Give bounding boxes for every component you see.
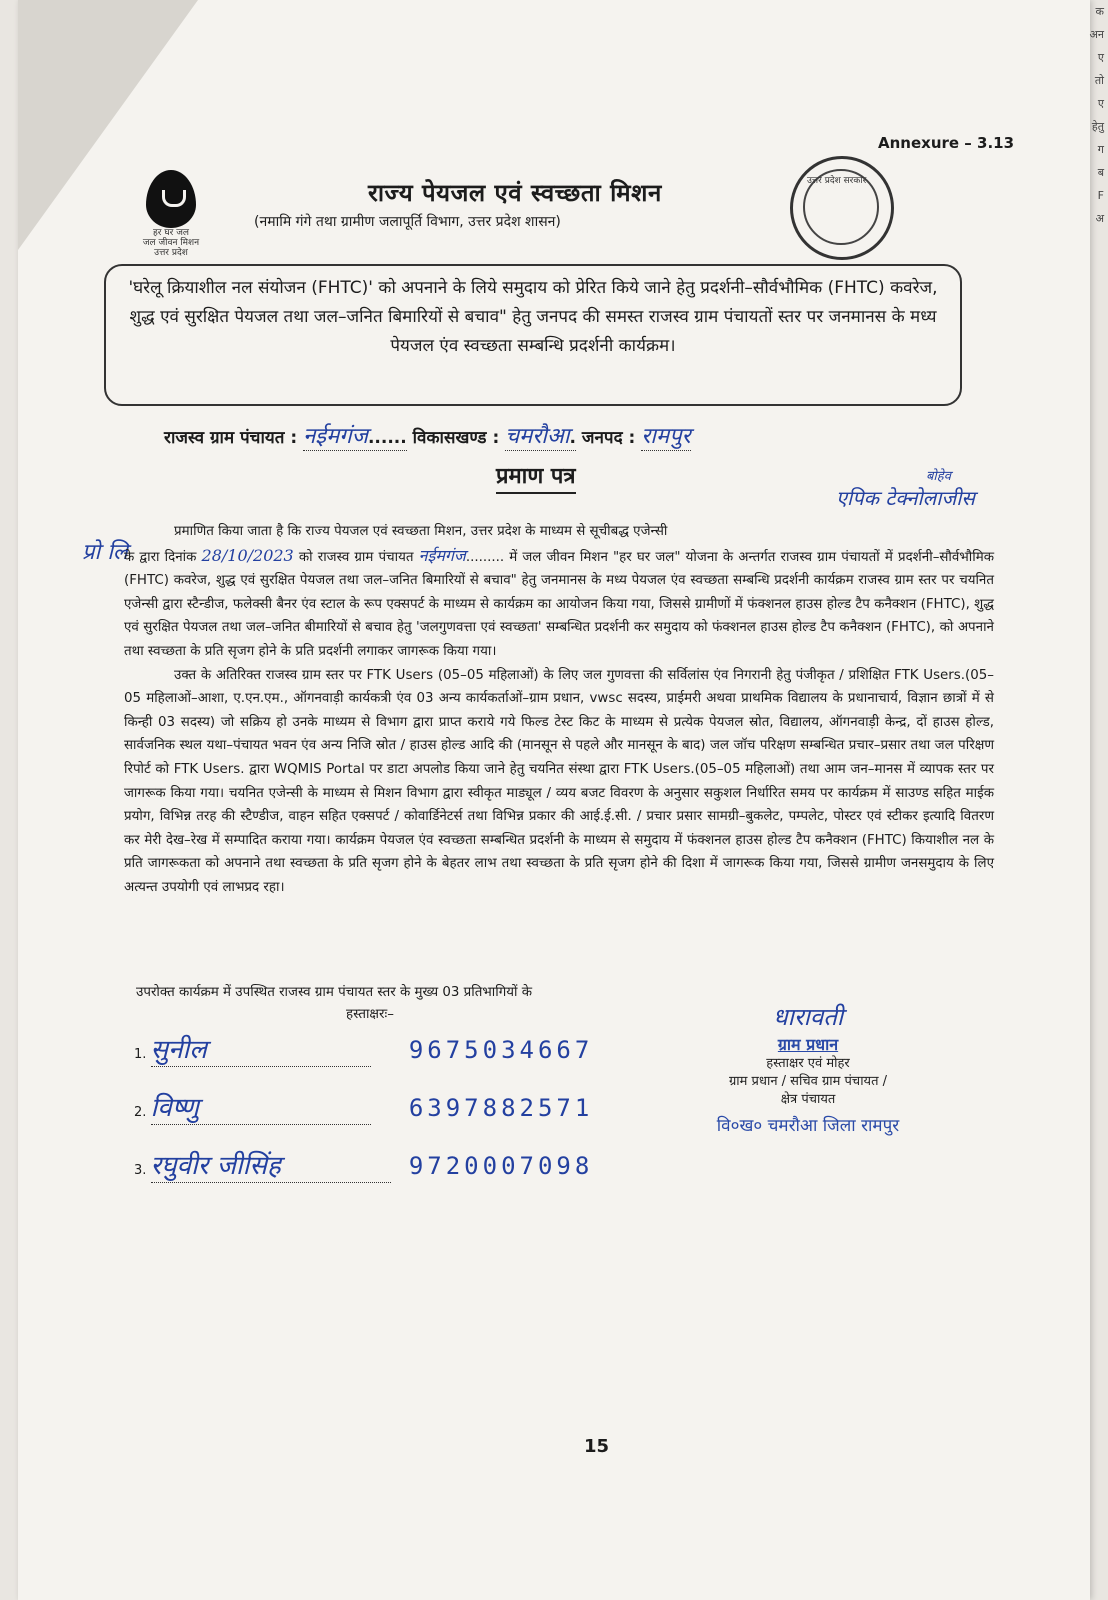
annexure-label: Annexure – 3.13	[878, 134, 1015, 152]
logo-caption-2: जल जीवन मिशन	[142, 238, 200, 248]
signatory-number: 3.	[134, 1163, 147, 1178]
pradhan-stamp: ग्राम प्रधान	[777, 1035, 839, 1054]
logo-caption-3: उत्तर प्रदेश	[154, 248, 188, 258]
participants-line2: हस्ताक्षरः–	[346, 1007, 394, 1022]
signatory-phone: 6397882571	[408, 1094, 594, 1122]
signatory-phone: 9675034667	[408, 1036, 594, 1064]
body-paragraph-1: प्रमाणित किया जाता है कि राज्य पेयजल एवं स्वच्छता मिशन, उत्तर प्रदेश के माध्यम से सूचीबद्ध एजेन्सी के द्वारा दिनांक 28/10/2023 को राजस्व ग्राम पंचायत नईमगंज......... में जल जीवन मिशन "हर घर जल" योजना के अन्तर्गत राजस्व ग्राम पंचायतों में प्रदर्शनी–सौर्वभौमिक (FHTC) कवरेज, शुद्ध एवं सुरक्षित पेयजल तथा जल–जनित बिमारियों से बचाव" हेतु जनमानस के मध्य पेयजल एंव स्वच्छता सम्बन्धि प्रदर्शनी कार्यक्रम राजस्व ग्राम स्तर पर चयनित एजेन्सी द्वारा स्टैन्डीज, फलेक्सी बैनर एंव स्टाल के रूप एक्सपर्ट के माध्यम से कार्यक्रम का आयोजन किया गया, जिससे ग्रामीणों में फंक्शनल हाउस होल्ड टैप कनैक्शन (FHTC), शुद्ध एवं सुरक्षित पेयजल तथा जल–जनित बीमारियों से बचाव हेतु 'जलगुणवत्ता एवं स्वच्छता' सम्बन्धित प्रदर्शनी कर समुदाय को फंक्शनल हाउस होल्ड टैप कनैक्शन (FHTC), को अपनाने तथा स्वच्छता के प्रति सृजग होने के प्रति प्रदर्शनी लगाकर जागरूक किया गया।	[124, 524, 994, 659]
body-p1-c: को राजस्व ग्राम पंचायत	[298, 549, 414, 565]
panchayat-handwritten: नईमगंज	[418, 545, 466, 565]
document-page	[18, 0, 1090, 1600]
date-handwritten: 28/10/2023	[201, 545, 294, 565]
district-value: रामपुर	[641, 424, 691, 449]
seal-caption: उत्तर प्रदेश सरकार	[807, 176, 867, 186]
place-line: राजस्व ग्राम पंचायत : नईमगंज...... विकासखण्ड : चमरौआ. जनपद : रामपुर	[164, 420, 691, 451]
pradhan-label-2: ग्राम प्रधान / सचिव ग्राम पंचायत /	[728, 1074, 888, 1089]
district-label: जनपद :	[581, 428, 636, 448]
pradhan-label-3: क्षेत्र पंचायत	[780, 1092, 836, 1107]
edge-char: क	[1095, 5, 1104, 18]
signatory-name: विष्णु	[150, 1093, 199, 1123]
signatory-name: सुनील	[150, 1035, 207, 1065]
signatory-name: रघुवीर जीसिंह	[150, 1151, 281, 1181]
har-ghar-jal-logo	[126, 170, 216, 260]
edge-char: अन	[1089, 28, 1104, 41]
edge-char: अ	[1095, 212, 1104, 225]
edge-char: ए	[1097, 51, 1104, 64]
adjacent-page-edge	[1084, 0, 1104, 230]
certificate-title: प्रमाण पत्र	[496, 460, 576, 494]
header-subtitle: (नमामि गंगे तथा ग्रामीण जलापूर्ति विभाग, उत्तर प्रदेश शासन)	[254, 214, 561, 230]
page-number: 15	[584, 1436, 610, 1457]
signatory-number: 2.	[134, 1105, 147, 1120]
panchayat-value: नईमगंज	[303, 424, 368, 449]
body-p1-a: प्रमाणित किया जाता है कि राज्य पेयजल एवं स्वच्छता मिशन, उत्तर प्रदेश के माध्यम से सूचीबद्ध एजेन्सी	[174, 524, 668, 539]
participants-line1: उपरोक्त कार्यक्रम में उपस्थित राजस्व ग्राम पंचायत स्तर के मुख्य 03 प्रतिभागियों के	[136, 985, 533, 1000]
pradhan-signature-block	[688, 1000, 928, 1136]
block-value: चमरौआ	[505, 424, 570, 449]
body-p1-d: में जल जीवन मिशन "हर घर जल" योजना के अन्तर्गत राजस्व ग्राम पंचायतों में प्रदर्शनी–सौर्वभौमिक (FHTC) कवरेज, शुद्ध एवं सुरक्षित पेयजल तथा जल–जनित बिमारियों से बचाव" हेतु जनमानस के मध्य पेयजल एंव स्वच्छता सम्बन्धि प्रदर्शनी कार्यक्रम राजस्व ग्राम स्तर पर चयनित एजेन्सी द्वारा स्टैन्डीज, फलेक्सी बैनर एंव स्टाल के रूप एक्सपर्ट के माध्यम से कार्यक्रम का आयोजन किया गया, जिससे ग्रामीणों में फंक्शनल हाउस होल्ड टैप कनैक्शन (FHTC), शुद्ध एवं सुरक्षित पेयजल तथा जल–जनित बीमारियों से बचाव हेतु 'जलगुणवत्ता एवं स्वच्छता' सम्बन्धित प्रदर्शनी कर समुदाय को फंक्शनल हाउस होल्ड टैप कनैक्शन (FHTC), को अपनाने तथा स्वच्छता के प्रति सृजग होने के प्रति प्रदर्शनी लगाकर जागरूक किया गया।	[124, 549, 994, 659]
certificate-body	[124, 520, 994, 900]
agency-suffix-handwriting: प्रो लि	[82, 540, 128, 565]
logo-caption-1: हर घर जल	[153, 228, 189, 238]
edge-char: ग	[1097, 143, 1104, 156]
water-drop-icon	[146, 170, 196, 228]
panchayat-label: राजस्व ग्राम पंचायत :	[164, 428, 298, 448]
up-govt-seal-icon	[790, 156, 894, 260]
participants-heading	[136, 982, 532, 1026]
edge-char: F	[1097, 189, 1104, 202]
edge-char: ब	[1097, 166, 1104, 179]
block-stamp: वि०ख० चमरौआ जिला रामपुर	[716, 1116, 900, 1136]
agency-hw-line1: बोहेव	[926, 469, 951, 484]
agency-handwriting	[836, 466, 975, 511]
edge-char: ए	[1097, 97, 1104, 110]
program-title-box: 'घरेलू क्रियाशील नल संयोजन (FHTC)' को अपनाने के लिये समुदाय को प्रेरित किये जाने हेतु प्रदर्शनी–सौर्वभौमिक (FHTC) कवरेज, शुद्ध एवं सुरक्षित पेयजल तथा जल–जनित बिमारियों से बचाव" हेतु जनपद की समस्त राजस्व ग्राम पंचायतों स्तर पर जनमानस के मध्य पेयजल एंव स्वच्छता सम्बन्धि प्रदर्शनी कार्यक्रम।	[104, 264, 962, 406]
block-label: विकासखण्ड :	[412, 428, 500, 448]
signatory-phone: 9720007098	[408, 1152, 594, 1180]
signatory-number: 1.	[134, 1047, 147, 1062]
signatory-row	[134, 1146, 593, 1183]
signatory-row	[134, 1088, 593, 1125]
header-title: राज्य पेयजल एवं स्वच्छता मिशन	[368, 179, 662, 207]
edge-char: तो	[1094, 74, 1104, 87]
edge-char: हेतु	[1091, 120, 1104, 133]
agency-hw-line2: एपिक टेक्नोलाजीस	[836, 486, 975, 510]
signatory-row	[134, 1030, 593, 1067]
body-p1-b: के द्वारा दिनांक	[124, 549, 197, 565]
pradhan-label-1: हस्ताक्षर एवं मोहर	[766, 1056, 850, 1071]
pradhan-handwritten-signature: धारावती	[772, 1003, 844, 1031]
body-paragraph-2: उक्त के अतिरिक्त राजस्व ग्राम स्तर पर FTK Users (05–05 महिलाओं) के लिए जल गुणवत्ता की सर्विलांस एंव निगरानी हेतु पंजीकृत / प्रशिक्षित FTK Users.(05–05 महिलाओं–आशा, ए.एन.एम., ऑगनवाड़ी कार्यकत्री एंव 03 अन्य कार्यकर्ताओं–ग्राम प्रधान, vwsc सदस्य, प्राईमरी अथवा प्राथमिक विद्यालय के प्रधानाचार्य, विज्ञान छात्रों में से किन्ही 03 सदस्य) जो सक्रिय हो उनके माध्यम से विभाग द्वारा प्राप्त कराये गये फिल्ड टेस्ट किट के माध्यम से प्रत्येक पेयजल स्रोत, विद्यालय, ऑगनवाड़ी केन्द्र, दों हाउस होल्ड, सार्वजनिक स्थल यथा–पंचायत भवन एंव अन्य निजि स्रोत / हाउस होल्ड आदि की (मानसून से पहले और मानसून के बाद) जल जॉच परिक्षण सम्बन्धित प्रचार–प्रसार तथा जल परिक्षण रिपोर्ट को FTK Users. द्वारा WQMIS Portal पर डाटा अपलोड किया जाने हेतु चयनित संस्था द्वारा FTK Users.(05–05 महिलाओं) तथा आम जन–मानस में व्यापक स्तर पर जागरूक किया गया। चयनित एजेन्सी के माध्यम से मिशन विभाग द्वारा स्वीकृत माड्यूल / व्यय बजट विवरण के अनुसार सकुशल निर्धारित समय पर कार्यक्रम में साउण्ड सहित माईक प्रयोग, विभिन्न तरह की स्टैण्डीज, वाहन सहित एक्सपर्ट / कोवार्डिनेटर्स तथा विभिन्न प्रकार की आई.ई.सी. / प्रचार प्रसार सामग्री–बुकलेट, पम्पलेट, पोस्टर एवं स्टीकर इत्यादि वितरण कर मेरी देख–रेख में सम्पादित कराया गया। कार्यक्रम पेयजल एंव स्वच्छता सम्बन्धित प्रदर्शनी के माध्यम से समुदाय में फंक्शनल हाउस होल्ड टैप कनैक्शन (FHTC) कियाशील नल के प्रति जागरूकता को अपनाने तथा स्वच्छता के प्रति सृजग होने के बेहतर लाभ तथा स्वच्छता के प्रति सृजग होने की दिशा में जागरूक किया गया, जिससे ग्रामीण जनसमुदाय के लिए अत्यन्त उपयोगी एवं लाभप्रद रहा।	[124, 667, 994, 895]
